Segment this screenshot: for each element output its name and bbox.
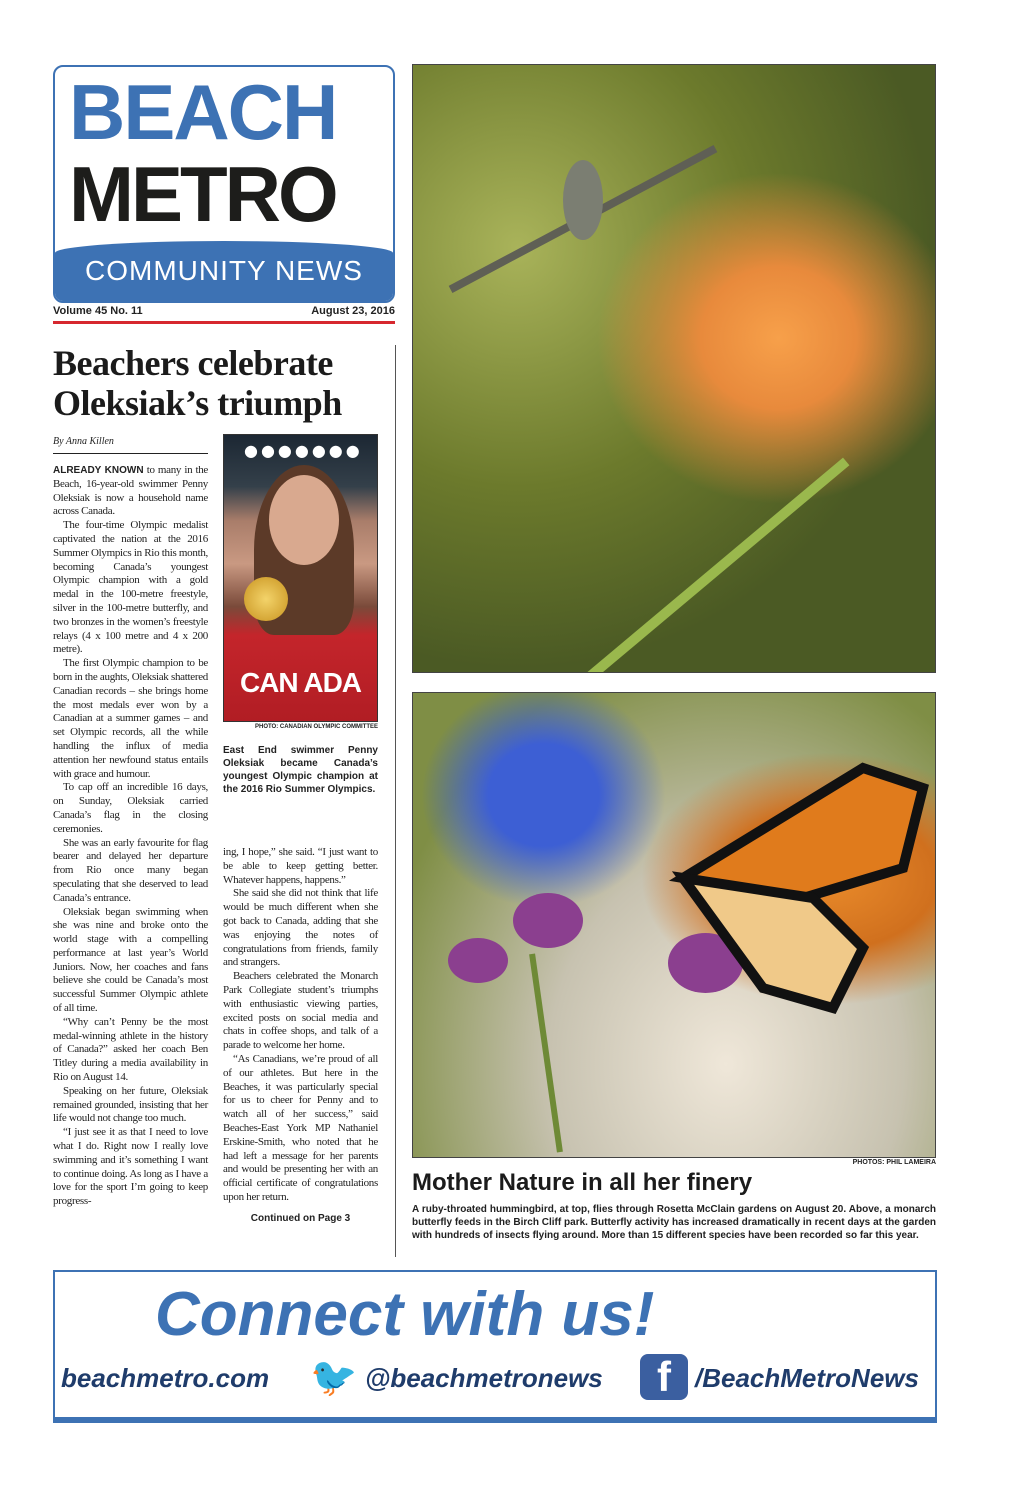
issue-date: August 23, 2016	[311, 305, 395, 317]
stadium-lights: ●●●●●●●	[244, 441, 363, 460]
flower-stem	[537, 458, 850, 673]
article-column-2-wrapper	[223, 846, 378, 1224]
paragraph: ing, I hope,” she said. “I just want to be able to keep getting better. Whatever happens, happens.”	[223, 846, 378, 886]
twitter-link[interactable]: @beachmetronews	[365, 1363, 603, 1393]
gold-medal	[244, 577, 288, 621]
twitter-icon: 🐦	[310, 1355, 358, 1399]
hummingbird-photo	[412, 64, 936, 673]
photo-credit: PHOTO: CANADIAN OLYMPIC COMMITTEE	[254, 724, 378, 730]
paragraph: “I just see it as that I need to love what I do. Right now I really love swimming and it’s something I want to continue doing. As long as I have a love for the sport I’m going to keep progress-	[53, 1126, 208, 1208]
paragraph: Oleksiak began swimming when she was nine and broke onto the world stage with a compelling performance at last year’s World Juniors. Now, her coaches and fans believe she could be Canada’s most successful Summer Olympic athlete of all time.	[53, 905, 208, 1015]
paragraph: Beachers celebrated the Monarch Park Collegiate student’s triumphs with enthusiastic viewing parties, excited posts on social media and chats in coffee shops, and talk of a parade to welcome her home.	[223, 970, 378, 1052]
hummingbird	[563, 160, 603, 240]
logo-metro: METRO	[69, 150, 336, 238]
masthead-logo	[53, 65, 395, 303]
paragraph	[53, 464, 208, 519]
website-link[interactable]: beachmetro.com	[61, 1363, 270, 1393]
column-divider	[395, 345, 396, 1257]
paragraph: “As Canadians, we’re proud of all of our athletes. But here in the Beaches, it was particularly special for us to cheer for Penny and to watch all of her success,” said Beaches-East York MP Nathaniel Erskine-Smith, who noted that he had left a message for her parents and would be presenting her with an official certificate of congratulations upon her return.	[223, 1052, 378, 1203]
monarch-butterfly	[663, 748, 933, 1018]
verbena-flower	[448, 938, 508, 983]
byline: By Anna Killen	[53, 436, 208, 454]
paragraph: She said she did not think that life would be much different when she got back to Canada, adding that she was enjoying the notes of congratulations from friends, family and strangers.	[223, 887, 378, 969]
article-column-1	[53, 464, 208, 1209]
paragraph: The first Olympic champion to be born in the aughts, Oleksiak shattered Canadian records – she brings home the most medals ever won by a Canadian at a summer games – and set Olympic records, all the while handling the influx of media attention her newfound status entails with grace and humour.	[53, 657, 208, 780]
facebook-link[interactable]: /BeachMetroNews	[695, 1363, 919, 1393]
paragraph: Speaking on her future, Oleksiak remained grounded, insisting that her life would not change too much.	[53, 1084, 208, 1125]
lead-in: ALREADY KNOWN	[53, 465, 144, 476]
nature-headline: Mother Nature in all her finery	[412, 1169, 753, 1196]
swimmer-photo	[223, 434, 378, 722]
photo-caption: East End swimmer Penny Oleksiak became Canada’s youngest Olympic champion at the 2016 Rio Summer Olympics.	[223, 745, 378, 795]
article-headline: Beachers celebrate Oleksiak’s triumph	[53, 343, 342, 423]
logo-beach: BEACH	[69, 68, 337, 156]
logo-tagline: COMMUNITY NEWS	[55, 241, 393, 301]
article-column-2	[223, 846, 378, 1205]
volume-number: Volume 45 No. 11	[53, 305, 143, 317]
photo-face	[269, 475, 339, 565]
issue-info	[53, 305, 395, 324]
photo-credit: PHOTOS: PHIL LAMEIRA	[852, 1159, 936, 1166]
connect-banner	[53, 1270, 937, 1423]
verbena-flower	[513, 893, 583, 948]
nature-caption: A ruby-throated hummingbird, at top, flies through Rosetta McClain gardens on August 20. Above, a monarch butterfly feeds in the Birch Cliff park. Butterfly activity has increased dramatically in recent days at the garden with hundreds of insects flying around. More than 15 different species have been recorded so far this year.	[412, 1204, 936, 1241]
plant-stem	[529, 954, 563, 1153]
paragraph-text: to many in the Beach, 16-year-old swimmer Penny Oleksiak is now a household name across Canada.	[53, 464, 208, 518]
paragraph: To cap off an incredible 16 days, on Sunday, Oleksiak carried Canada’s flag in the closing ceremonies.	[53, 781, 208, 835]
jersey-text: CAN ADA	[239, 667, 362, 698]
continued-link[interactable]: Continued on Page 3	[250, 1212, 351, 1224]
paragraph: “Why can’t Penny be the most medal-winning athlete in the history of Canada?” asked her coach Ben Titley during a media availability in Rio on August 14.	[53, 1015, 208, 1084]
banner-title: Connect with us!	[155, 1280, 655, 1349]
butterfly-photo	[412, 692, 936, 1158]
paragraph: The four-time Olympic medalist captivated the nation at the 2016 Summer Olympics in Rio this month, becoming Canada’s youngest Olympic champion with a gold medal in the 100-metre freestyle, silver in the 100-metre butterfly, and two bronzes in the women’s freestyle relays (4 x 100 metre and 4 x 200 metre).	[53, 519, 208, 656]
facebook-icon: f	[640, 1354, 688, 1400]
paragraph: She was an early favourite for flag bearer and delayed her departure from Rio once many began speculating that she deserved to lead Canada’s entrance.	[53, 836, 208, 904]
